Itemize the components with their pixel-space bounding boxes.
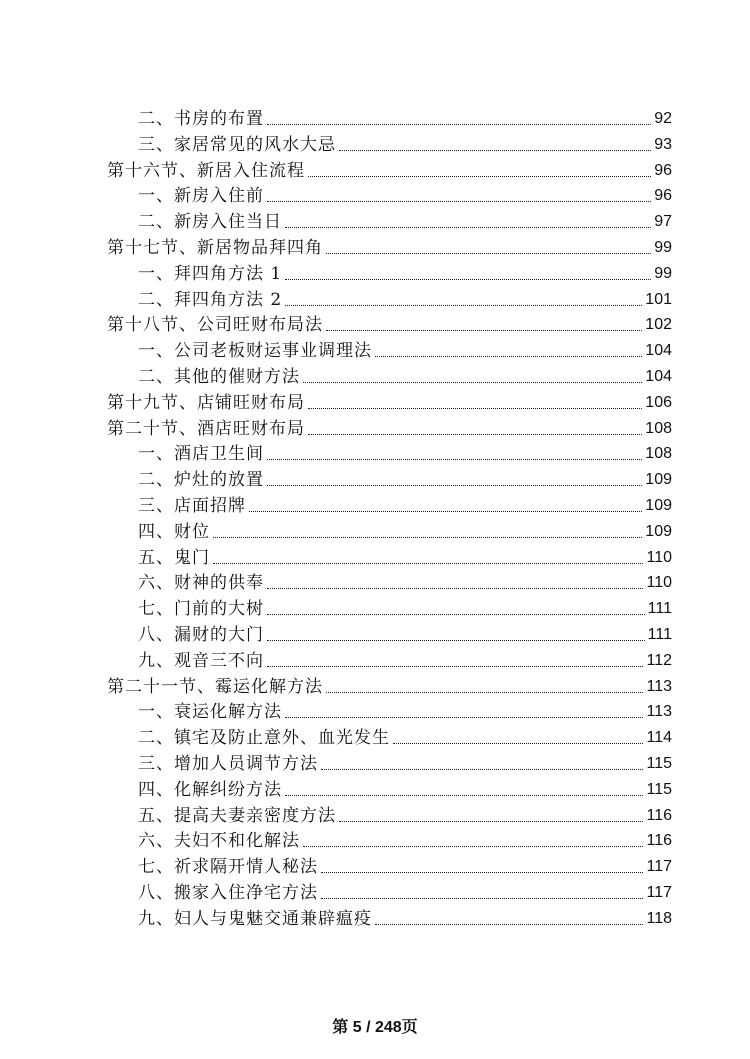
toc-page-number: 92	[654, 110, 672, 127]
toc-subsection-entry[interactable]	[138, 362, 672, 388]
toc-dot-leader	[308, 434, 642, 435]
toc-subsection-entry[interactable]	[138, 826, 672, 852]
toc-entry-label: 二、炉灶的放置	[138, 470, 264, 491]
toc-page-number: 99	[654, 239, 672, 256]
toc-entry-label: 第二十一节、霉运化解方法	[107, 676, 323, 697]
toc-dot-leader	[321, 872, 643, 873]
toc-subsection-entry[interactable]	[138, 568, 672, 594]
toc-entry-label: 八、搬家入住净宅方法	[138, 883, 318, 903]
toc-subsection-entry[interactable]	[138, 594, 672, 620]
toc-entry-label: 一、新房入住前	[138, 186, 264, 207]
toc-page-number: 109	[645, 497, 672, 514]
toc-dot-leader	[267, 588, 643, 589]
toc-page-number: 96	[654, 187, 672, 205]
toc-dot-leader	[267, 459, 642, 460]
toc-subsection-entry[interactable]	[138, 491, 672, 517]
toc-dot-leader	[308, 176, 651, 177]
toc-dot-leader	[339, 821, 643, 822]
toc-entry-label: 二、其他的催财方法	[138, 367, 300, 387]
toc-entry-label: 第二十节、酒店旺财布局	[107, 418, 305, 439]
toc-page-number: 112	[646, 651, 672, 669]
toc-page-number: 93	[654, 135, 672, 153]
toc-entry-label: 三、家居常见的风水大忌	[138, 134, 336, 155]
toc-subsection-entry[interactable]	[138, 646, 672, 672]
toc-subsection-entry[interactable]	[138, 749, 672, 775]
toc-subsection-entry[interactable]	[138, 852, 672, 878]
toc-dot-leader	[267, 666, 643, 667]
toc-entry-label: 一、衰运化解方法	[138, 702, 282, 723]
toc-dot-leader	[303, 382, 642, 383]
toc-page-number: 115	[646, 755, 672, 772]
toc-subsection-entry[interactable]	[138, 904, 672, 930]
toc-subsection-entry[interactable]	[138, 517, 672, 543]
toc-page-number: 113	[646, 677, 672, 695]
toc-dot-leader	[213, 563, 643, 564]
toc-page-number: 110	[646, 574, 672, 592]
toc-page-number: 108	[645, 445, 672, 463]
toc-dot-leader	[375, 356, 642, 357]
toc-entry-label: 一、拜四角方法 1	[138, 263, 283, 284]
toc-entry-label: 二、镇宅及防止意外、血光发生	[138, 728, 390, 749]
toc-page-number: 106	[645, 393, 672, 411]
toc-entry-label: 一、酒店卫生间	[138, 444, 264, 465]
toc-dot-leader	[303, 846, 643, 847]
toc-dot-leader	[267, 124, 651, 125]
toc-entry-label: 六、夫妇不和化解法	[138, 831, 300, 852]
toc-page-number: 111	[647, 600, 672, 618]
toc-page-number: 117	[646, 884, 672, 901]
toc-entry-label: 三、增加人员调节方法	[138, 754, 318, 774]
toc-subsection-entry[interactable]	[138, 259, 672, 285]
toc-dot-leader	[339, 150, 651, 151]
toc-page-number: 109	[645, 471, 672, 489]
toc-entry-label: 九、妇人与鬼魅交通兼辟瘟疫	[138, 908, 372, 929]
toc-entry-label: 第十八节、公司旺财布局法	[107, 315, 323, 336]
toc-entry-label: 六、财神的供奉	[138, 573, 264, 594]
toc-page-number: 102	[645, 316, 672, 334]
toc-dot-leader	[249, 511, 642, 512]
toc-dot-leader	[326, 692, 643, 693]
toc-dot-leader	[285, 305, 642, 306]
toc-dot-leader	[308, 408, 642, 409]
toc-page-number: 104	[645, 368, 672, 385]
toc-page-number: 113	[646, 703, 672, 721]
toc-page-number: 96	[654, 161, 672, 179]
toc-page-number: 114	[646, 729, 672, 747]
toc-entry-label: 五、鬼门	[138, 547, 210, 568]
toc-page-number: 99	[654, 264, 672, 282]
toc-dot-leader	[267, 485, 642, 486]
toc-dot-leader	[285, 795, 643, 796]
toc-entry-label: 二、新房入住当日	[138, 212, 282, 233]
toc-page-number: 116	[646, 832, 672, 850]
toc-subsection-entry[interactable]	[138, 697, 672, 723]
toc-page-number: 116	[646, 806, 672, 824]
toc-dot-leader	[375, 924, 643, 925]
toc-dot-leader	[326, 330, 642, 331]
toc-dot-leader	[321, 769, 643, 770]
toc-dot-leader	[267, 640, 645, 641]
toc-entry-label: 七、祈求隔开情人秘法	[138, 857, 318, 878]
toc-page-number: 109	[645, 522, 672, 540]
toc-subsection-entry[interactable]	[138, 543, 672, 569]
toc-section-entry[interactable]	[107, 310, 672, 336]
toc-page-number: 97	[654, 213, 672, 231]
toc-section-entry[interactable]	[107, 672, 672, 698]
toc-subsection-entry[interactable]	[138, 285, 672, 311]
toc-subsection-entry[interactable]	[138, 878, 672, 904]
toc-subsection-entry[interactable]	[138, 439, 672, 465]
toc-dot-leader	[267, 614, 645, 615]
toc-page-number: 115	[646, 780, 672, 798]
toc-subsection-entry[interactable]	[138, 130, 672, 156]
toc-dot-leader	[285, 717, 643, 718]
toc-subsection-entry[interactable]	[138, 104, 672, 130]
toc-entry-label: 七、门前的大树	[138, 599, 264, 620]
toc-entry-label: 一、公司老板财运事业调理法	[138, 341, 372, 362]
toc-entry-label: 第十六节、新居入住流程	[107, 160, 305, 181]
toc-entry-label: 三、店面招牌	[138, 496, 246, 516]
toc-dot-leader	[321, 898, 643, 899]
toc-page-number: 108	[645, 419, 672, 437]
toc-section-entry[interactable]	[107, 414, 672, 440]
toc-subsection-entry[interactable]	[138, 181, 672, 207]
toc-section-entry[interactable]	[107, 233, 672, 259]
toc-subsection-entry[interactable]	[138, 723, 672, 749]
toc-entry-label: 第十九节、店铺旺财布局	[107, 392, 305, 413]
toc-subsection-entry[interactable]	[138, 465, 672, 491]
toc-dot-leader	[285, 279, 651, 280]
toc-dot-leader	[213, 537, 642, 538]
toc-dot-leader	[285, 227, 651, 228]
toc-page-number: 104	[645, 342, 672, 360]
toc-section-entry[interactable]	[107, 156, 672, 182]
toc-entry-label: 二、拜四角方法 2	[138, 289, 283, 310]
toc-entry-label: 二、书房的布置	[138, 109, 264, 129]
page-footer: 第 5 / 248页	[332, 1019, 418, 1036]
toc-entry-label: 九、观音三不向	[138, 650, 264, 671]
toc-page-number: 110	[646, 548, 672, 566]
toc-page-number: 101	[645, 290, 672, 308]
toc-dot-leader	[393, 743, 643, 744]
toc-entry-label: 五、提高夫妻亲密度方法	[138, 805, 336, 826]
toc-subsection-entry[interactable]	[138, 620, 672, 646]
toc-entry-label: 八、漏财的大门	[138, 625, 264, 645]
toc-page-number: 111	[647, 626, 672, 643]
toc-subsection-entry[interactable]	[138, 336, 672, 362]
toc-subsection-entry[interactable]	[138, 801, 672, 827]
toc-subsection-entry[interactable]	[138, 207, 672, 233]
toc-page-number: 117	[646, 858, 672, 876]
toc-dot-leader	[267, 201, 651, 202]
toc-entry-label: 四、化解纠纷方法	[138, 779, 282, 800]
toc-subsection-entry[interactable]	[138, 775, 672, 801]
toc-section-entry[interactable]	[107, 388, 672, 414]
toc-dot-leader	[326, 253, 651, 254]
toc-entry-label: 第十七节、新居物品拜四角	[107, 238, 323, 258]
toc-entry-label: 四、财位	[138, 521, 210, 542]
toc-page-number: 118	[646, 909, 672, 927]
